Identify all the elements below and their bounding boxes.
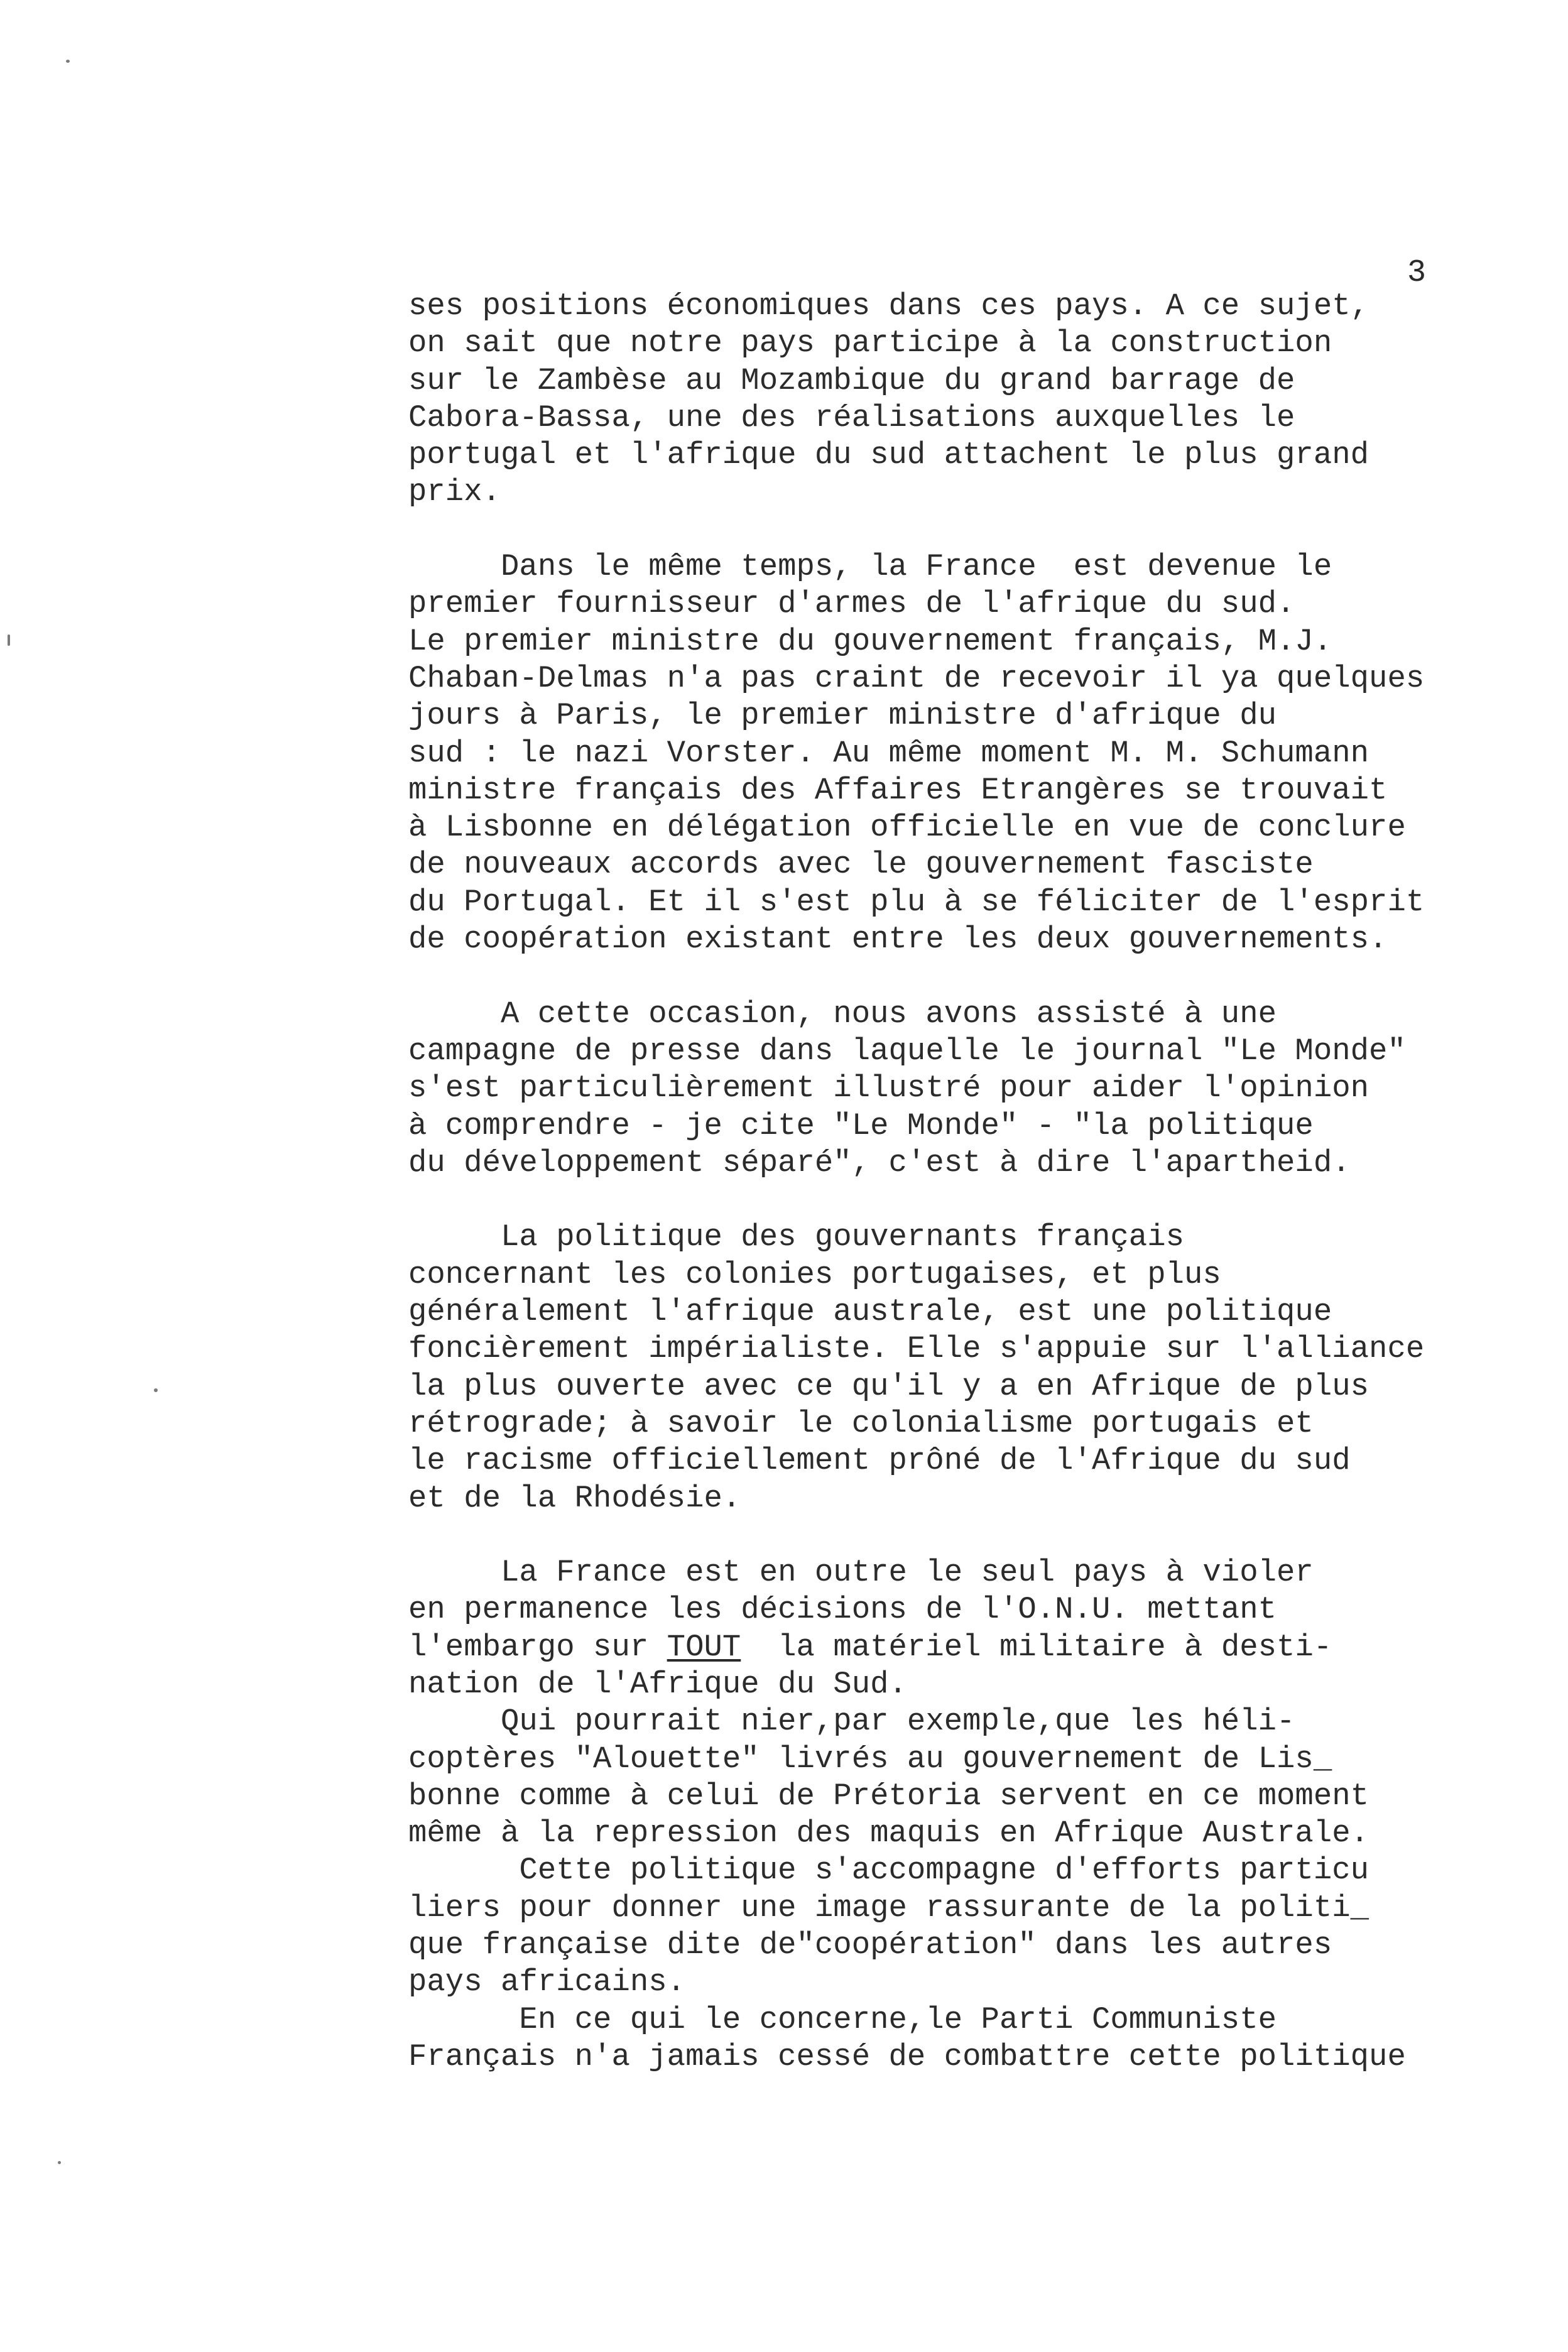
text-line: de coopération existant entre les deux gouvernements. [408, 922, 1388, 957]
text-line: rétrograde; à savoir le colonialisme portugais et [408, 1405, 1314, 1441]
text-line: bonne comme à celui de Prétoria servent en ce moment [408, 1778, 1369, 1814]
text-line: Cabora-Bassa, une des réalisations auxquelles le [408, 400, 1295, 435]
text-line: portugal et l'afrique du sud attachent le plus grand [408, 437, 1369, 473]
scan-speck [66, 60, 70, 63]
text-line: ministre français des Affaires Etrangères se trouvait [408, 772, 1388, 808]
text-line: En ce qui le concerne,le Parti Communiste [408, 2001, 1277, 2037]
text-line: à comprendre - je cite "Le Monde" - "la politique [408, 1108, 1314, 1143]
text-line: du développement séparé", c'est à dire l'apartheid. [408, 1145, 1351, 1180]
text-line: sur le Zambèse au Mozambique du grand barrage de [408, 362, 1295, 398]
text-line: ses positions économiques dans ces pays. A ce sujet, [408, 288, 1369, 324]
text-line: jours à Paris, le premier ministre d'afrique du [408, 698, 1277, 734]
scan-speck [58, 2161, 61, 2164]
text-line: concernant les colonies portugaises, et plus [408, 1256, 1221, 1292]
text-line: à Lisbonne en délégation officielle en vue de conclure [408, 810, 1406, 846]
text-line: le racisme officiellement prôné de l'Afrique du sud [408, 1443, 1351, 1479]
text-line: la plus ouverte avec ce qu'il y a en Afrique de plus [408, 1368, 1369, 1404]
text-line: A cette occasion, nous avons assisté à une [408, 996, 1277, 1032]
text-line: campagne de presse dans laquelle le journal "Le Monde" [408, 1033, 1406, 1069]
text-line: Le premier ministre du gouvernement français, M.J. [408, 623, 1332, 659]
text-line: s'est particulièrement illustré pour aider l'opinion [408, 1070, 1369, 1106]
text-line: La politique des gouvernants français [408, 1219, 1185, 1255]
blank-line [408, 511, 1552, 548]
blank-line [408, 958, 1552, 995]
text-line: Cette politique s'accompagne d'efforts particu [408, 1853, 1369, 1888]
text-line: prix. [408, 474, 501, 510]
text-line: foncièrement impérialiste. Elle s'appuie sur l'alliance [408, 1331, 1425, 1367]
text-line-underlined: l'embargo sur TOUT la matériel militaire à desti- [408, 1629, 1332, 1665]
underlined-word: TOUT [667, 1629, 741, 1665]
body-text [408, 288, 1552, 2076]
scan-speck [154, 1388, 158, 1392]
text-line: La France est en outre le seul pays à violer [408, 1555, 1314, 1591]
page-number: 3 [1407, 255, 1427, 291]
text-line: nation de l'Afrique du Sud. [408, 1666, 907, 1702]
text-line: Dans le même temps, la France est devenue le [408, 549, 1332, 585]
text-line: premier fournisseur d'armes de l'afrique du sud. [408, 586, 1295, 622]
scan-speck [8, 634, 10, 646]
text-line: coptères "Alouette" livrés au gouvernement de Lis_ [408, 1741, 1332, 1777]
text-line: que française dite de"coopération" dans les autres [408, 1927, 1332, 1963]
blank-line [408, 1517, 1552, 1554]
text-line: on sait que notre pays participe à la construction [408, 325, 1332, 361]
text-line: Chaban-Delmas n'a pas craint de recevoir il ya quelques [408, 660, 1425, 696]
text-line: du Portugal. Et il s'est plu à se féliciter de l'esprit [408, 884, 1425, 920]
text-line: liers pour donner une image rassurante de la politi_ [408, 1890, 1369, 1925]
text-line: Français n'a jamais cessé de combattre cette politique [408, 2039, 1406, 2074]
text-line: de nouveaux accords avec le gouvernement fasciste [408, 847, 1314, 883]
text-line: pays africains. [408, 1964, 686, 2000]
text-line: en permanence les décisions de l'O.N.U. mettant [408, 1592, 1277, 1628]
text-line: et de la Rhodésie. [408, 1480, 741, 1516]
text-line: Qui pourrait nier,par exemple,que les héli- [408, 1704, 1295, 1740]
text-line: même à la repression des maquis en Afrique Australe. [408, 1816, 1369, 1851]
text-line: généralement l'afrique australe, est une politique [408, 1294, 1332, 1330]
text-line: sud : le nazi Vorster. Au même moment M. M. Schumann [408, 735, 1369, 771]
blank-line [408, 1182, 1552, 1219]
